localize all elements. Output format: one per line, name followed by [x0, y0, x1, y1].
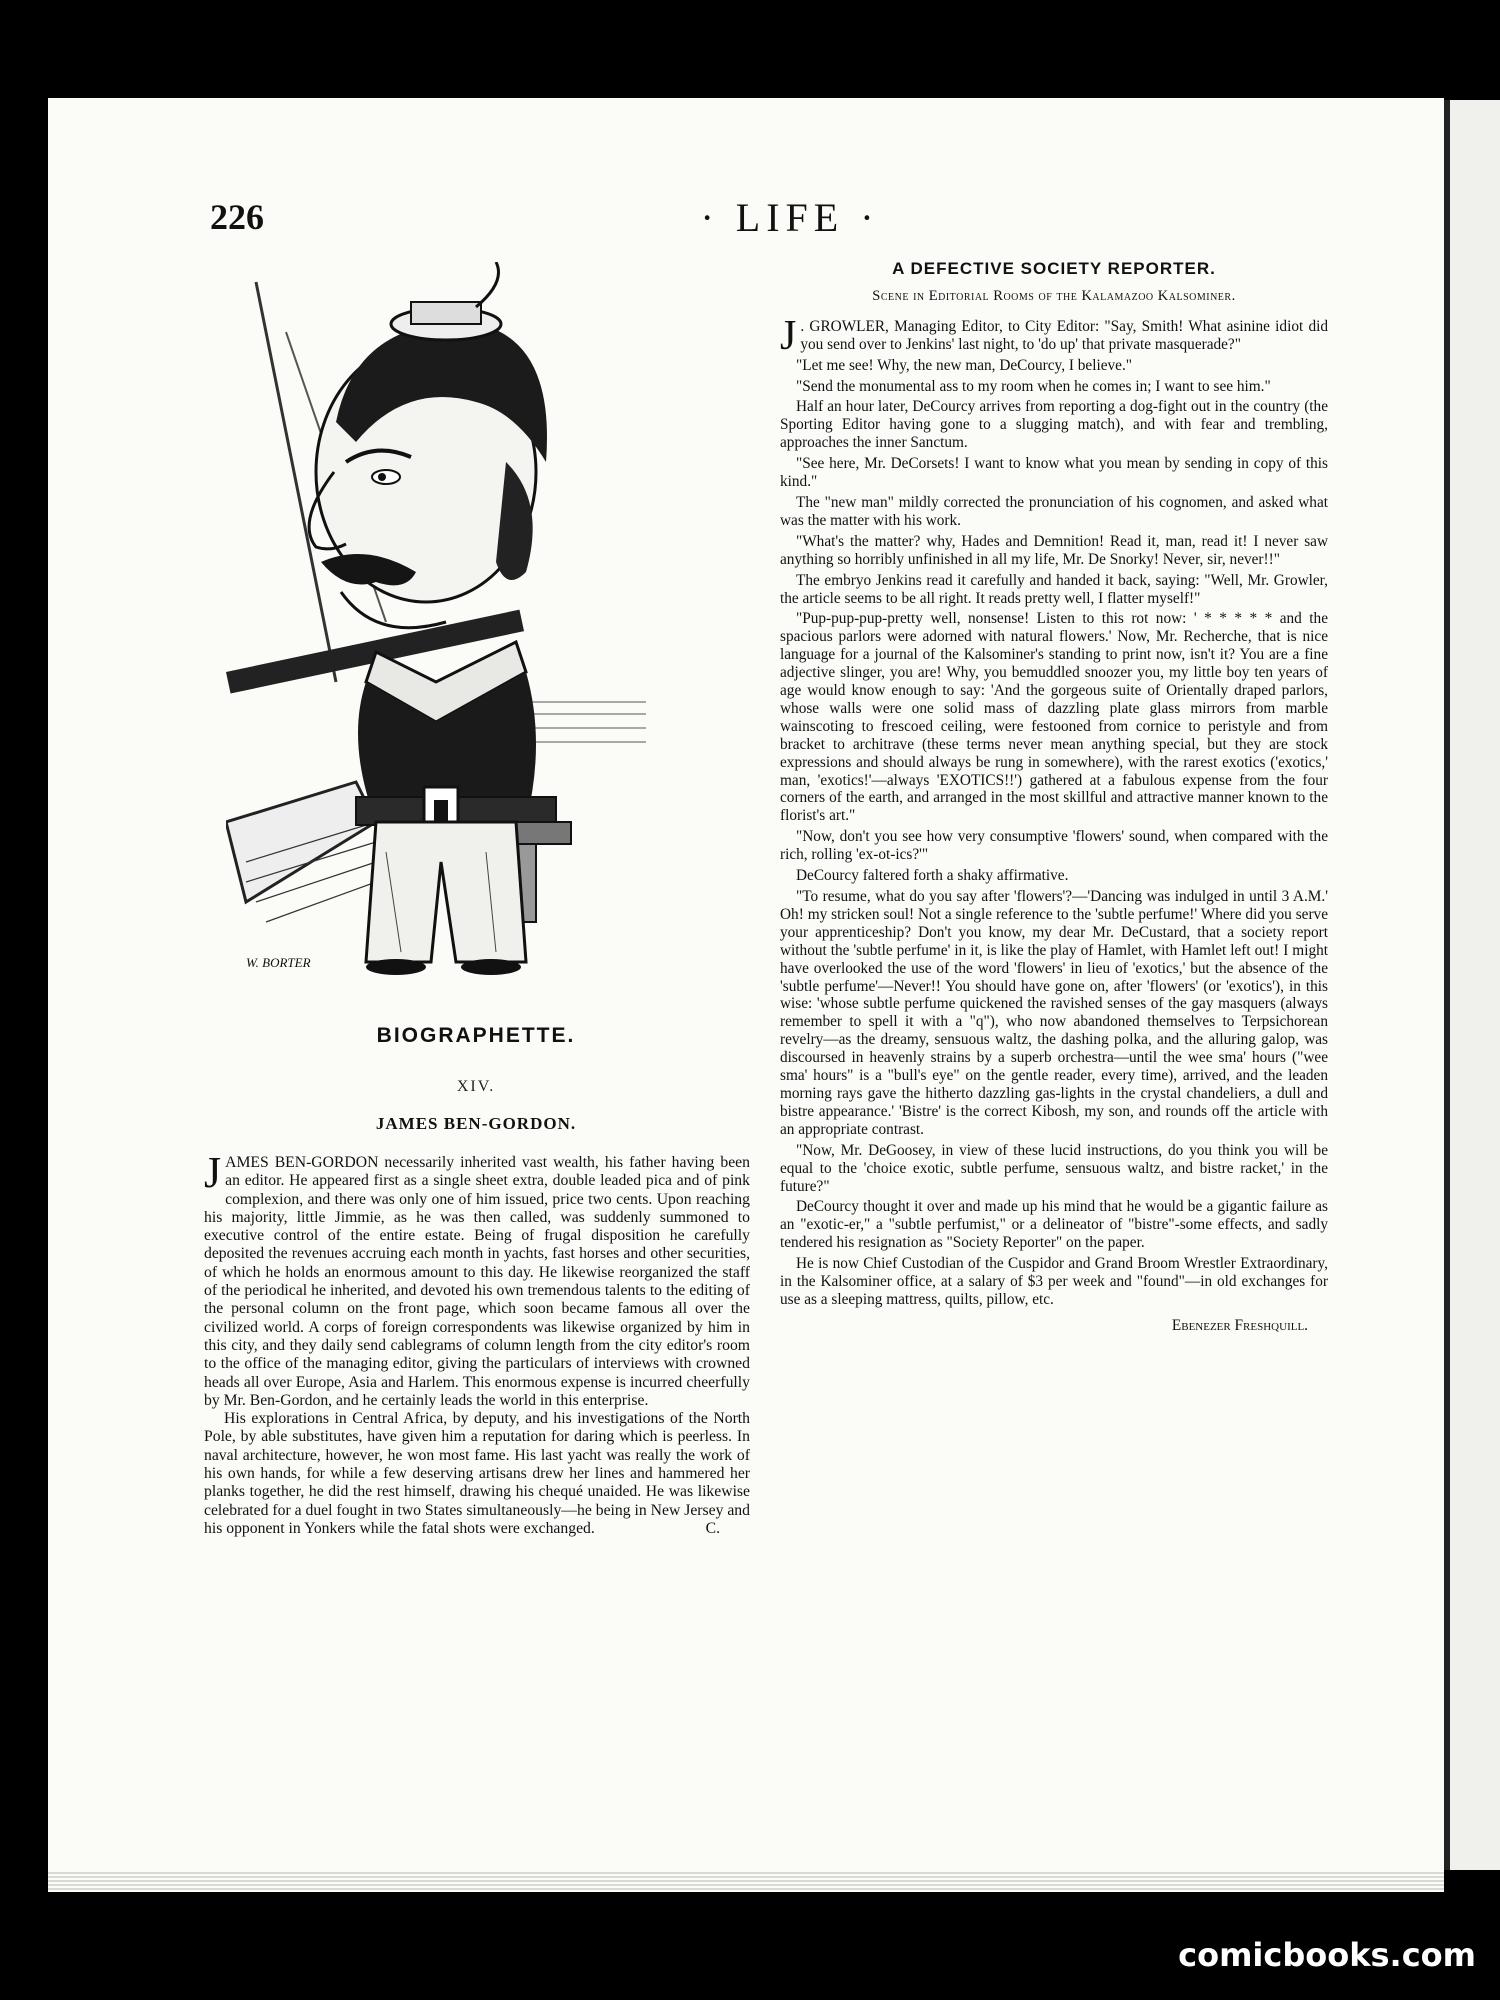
article-signature: Ebenezer Freshquill. [1171, 1316, 1308, 1334]
biographette-paragraph: His explorations in Central Africa, by deputy, and his investigations of the North Pole, by able substitutes, have given him a reputation for daring which is peerless. In naval architecture, however, he won most fame. His last yacht was really the work of his own hands, for while a few deserving artisans drew her lines and hammered her planks together, he did the rest himself, drawing his chequé unaided. He was likewise celebrated for a duel fought in two States simultaneously—he being in New Jersey and his opponent in Yonkers while the fatal shots were exchanged. [204, 1410, 750, 1537]
watermark-text: comicbooks.com [1178, 1936, 1476, 1974]
article-paragraph: "Pup-pup-pup-pretty well, nonsense! Listen to this rot now: ' * * * * * and the spacious parlors were adorned with natural flowers.' Now, Mr. Recherche, that is nice language for a journal of the Kalsominer's standing to print now, isn't it? You are a fine adjective slinger, you are! Why, you bemuddled snoozer you, my little boy ten years of age would know enough to say: 'And the gorgeous suite of Orientally draped parlors, whose walls were one solid mass of dazzling plate glass mirrors from marble wainscoting to frescoed ceiling, were festooned from cornice to peristyle and from bracket to architrave (these terms never mean anything special, but they are stock expressions and should always be rung in somewhere), with the rarest exotics ('exotics,' man, 'exotics!'—always 'EXOTICS!!') gathered at a fabulous expense from the four corners of the earth, and arranged in the most skillful and attractive manner known to the florist's art." [780, 610, 1328, 825]
article-paragraph: "To resume, what do you say after 'flowers'?—'Dancing was indulged in until 3 A.M.' Oh! my stricken soul! Not a single reference to the 'subtle perfume!' Where did you serve your apprenticeship? Don't you know, my dear Mr. DeCustard, that a society report without the 'subtle perfume' in it, is like the play of Hamlet, with Hamlet left out! I might have overlooked the use of the word 'flowers' in lieu of 'exotics,' but the absence of the 'subtle perfume'—Never!! You should have gone on, after 'flowers' (or 'exotics'), in this wise: 'whose subtle perfume quickened the ravished senses of the gay masquers (always remember to spell it with a "q"), who now abandoned themselves to Terpsichorean revelry—as the dreamy, sensuous waltz, the dashing polka, and the alluring galop, was discoursed in heavenly strains by a superb orchestra—until the wee sma' hours ("wee sma' hours" is a "bull's eye" on the gentle reader, every time), arrived, and the leaden morning rays gave the hitherto dazzling gas-lights in the crystal chandeliers, a dull and bistre appearance.' 'Bistre' is the correct Kibosh, my son, and rounds off the article with an appropriate contrast. [780, 888, 1328, 1138]
article-paragraph: J . GROWLER, Managing Editor, to City Editor: "Say, Smith! What asinine idiot did you send over to Jenkins' last night, to 'do up' that private masquerade?" [780, 312, 1328, 359]
article-paragraph: The "new man" mildly corrected the pronunciation of his cognomen, and asked what was the matter with his work. [780, 493, 1328, 529]
illustrator-signature: W. BORTER [246, 955, 311, 970]
drop-cap: J [204, 1148, 222, 1197]
article-subtitle: Scene in Editorial Rooms of the Kalamazoo Kalsominer. [872, 287, 1236, 304]
drop-cap: J [780, 312, 797, 359]
article-paragraph: "Now, Mr. DeGoosey, in view of these lucid instructions, do you think you will be equal to the 'choice exotic, subtle perfume, sensuous waltz, and bistre racket,' in the future?" [780, 1141, 1328, 1195]
masthead-title: · LIFE · [700, 195, 880, 240]
facing-page-edge [1444, 100, 1500, 1870]
page-number: 226 [210, 197, 264, 237]
biographette-heading: BIOGRAPHETTE. [376, 1024, 576, 1047]
article-title: A DEFECTIVE SOCIETY REPORTER. [892, 259, 1216, 278]
biographette-numeral: XIV. [456, 1078, 496, 1095]
article-paragraph: "See here, Mr. DeCorsets! I want to know what you mean by sending in copy of this kind." [780, 455, 1328, 491]
page-stack-edge [48, 1872, 1444, 1892]
caricature-illustration [226, 262, 716, 992]
biographette-subject: JAMES BEN-GORDON. [375, 1114, 577, 1133]
article-paragraph: DeCourcy thought it over and made up his mind that he would be a gigantic failure as an "exotic-er," a "subtle perfumist," or a delineator of "bistre"-some effects, and sadly tendered his resignation as "Society Reporter" on the paper. [780, 1198, 1328, 1252]
article-paragraph: "Now, don't you see how very consumptive 'flowers' sound, when compared with the rich, rolling 'ex-ot-ics?'" [780, 828, 1328, 864]
biographette-signoff: C. [705, 1520, 720, 1538]
biographette-paragraph: JAMES BEN-GORDON necessarily inherited vast wealth, his father having been an editor. He appeared first as a single sheet extra, double leaded pica and of pink complexion, and there was only one of him issued, price two cents. Upon reaching his majority, little Jimmie, as he was then called, was suddenly summoned to executive control of the entire estate. Being of frugal disposition he carefully deposited the revenues accruing each month in yachts, fast horses and other securities, of which he holds an enormous amount to this day. He likewise reorganized the staff of the periodical he inherited, and devoted his own tremendous talents to the editing of the personal column on the front page, which soon became famous all over the civilized world. A corps of foreign correspondents was likewise organized by him in this city, and they daily send cablegrams of column length from the city editor's room to the office of the managing editor, giving the particulars of interviews with crowned heads all over Europe, Asia and Harlem. This enormous expense is incurred cheerfully by Mr. Ben-Gordon, and he certainly leads the world in this enterprise. [204, 1148, 750, 1409]
article-paragraph: "Send the monumental ass to my room when he comes in; I want to see him." [796, 377, 1271, 395]
article-paragraph: Half an hour later, DeCourcy arrives from reporting a dog-fight out in the country (the Sporting Editor having gone to a slugging match), and with fear and trembling, approaches the inner Sanctum. [780, 398, 1328, 452]
article-paragraph: He is now Chief Custodian of the Cuspidor and Grand Broom Wrestler Extraordinary, in the Kalsominer office, at a salary of $3 per week and "found"—in old exchanges for use as a sleeping mattress, quilts, pillow, etc. [780, 1255, 1328, 1308]
article-paragraph: DeCourcy faltered forth a shaky affirmative. [796, 867, 1069, 885]
article-paragraph: The embryo Jenkins read it carefully and handed it back, saying: "Well, Mr. Growler, the article seems to be all right. It reads pretty well, I flatter myself!" [780, 571, 1328, 607]
article-paragraph: "What's the matter? why, Hades and Demnition! Read it, man, read it! I never saw anything so horribly unfinished in all my life, Mr. De Snorky! Never, sir, never!!" [780, 532, 1328, 568]
article-column [780, 260, 1328, 1335]
article-paragraph: "Let me see! Why, the new man, DeCourcy, I believe." [796, 356, 1133, 374]
biographette-body [204, 1148, 750, 1539]
